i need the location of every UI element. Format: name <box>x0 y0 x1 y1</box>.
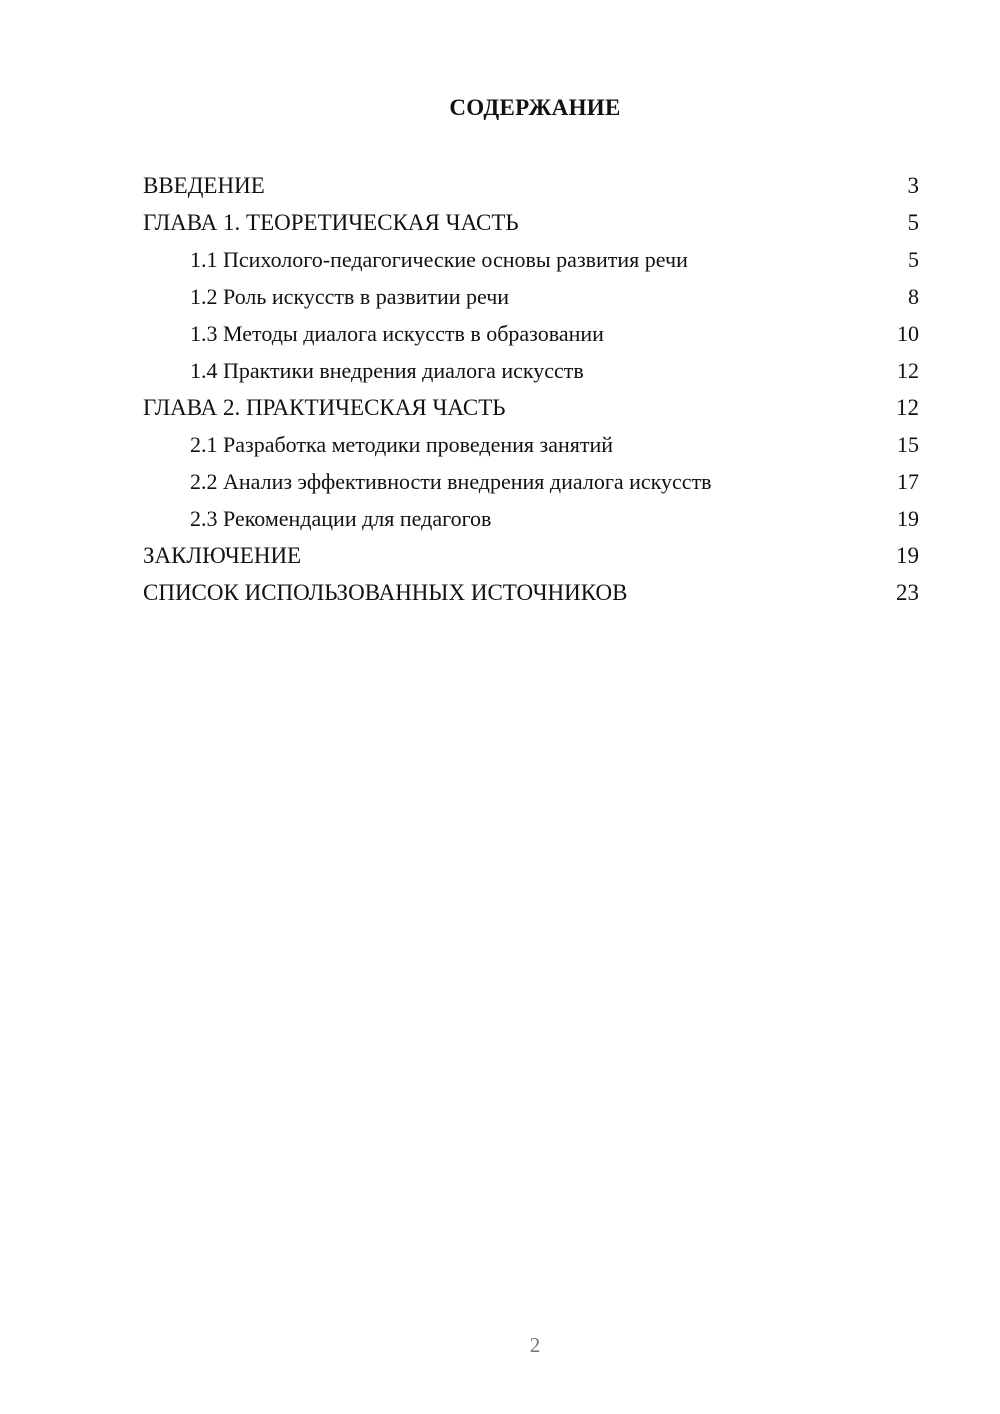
toc-entry-text: 1.3 Методы диалога искусств в образовании <box>190 321 604 346</box>
toc-entry-references[interactable] <box>143 574 919 611</box>
toc-entry-page: 19 <box>896 543 919 568</box>
toc-entry-section-1-3[interactable] <box>143 315 919 352</box>
toc-entry-text: 1.4 Практики внедрения диалога искусств <box>190 358 584 383</box>
toc-entry-text: ВВЕДЕНИЕ <box>143 173 265 198</box>
toc-entry-section-1-2[interactable] <box>143 278 919 315</box>
toc-entry-section-2-2[interactable] <box>143 463 919 500</box>
toc-entry-page: 8 <box>908 284 919 309</box>
toc-entry-page: 15 <box>897 432 919 457</box>
toc-entry-section-1-1[interactable] <box>143 241 919 278</box>
toc-entry-page: 12 <box>896 395 919 420</box>
toc-entry-conclusion[interactable] <box>143 537 919 574</box>
toc-entry-text: ГЛАВА 1. ТЕОРЕТИЧЕСКАЯ ЧАСТЬ <box>143 210 519 235</box>
toc-entry-page: 17 <box>897 469 919 494</box>
toc-entry-text: ГЛАВА 2. ПРАКТИЧЕСКАЯ ЧАСТЬ <box>143 395 506 420</box>
toc-entry-page: 5 <box>908 247 919 272</box>
toc-entry-page: 19 <box>897 506 919 531</box>
toc-entry-section-1-4[interactable] <box>143 352 919 389</box>
toc-entry-text: ЗАКЛЮЧЕНИЕ <box>143 543 302 568</box>
toc-entry-page: 10 <box>897 321 919 346</box>
table-of-contents <box>143 167 919 611</box>
toc-entry-page: 23 <box>896 580 919 605</box>
page-number: 2 <box>529 1333 541 1357</box>
toc-entry-text: 2.1 Разработка методики проведения занятий <box>190 432 614 457</box>
toc-entry-section-2-3[interactable] <box>143 500 919 537</box>
toc-entry-text: 1.2 Роль искусств в развитии речи <box>190 284 510 309</box>
toc-entry-chapter-2[interactable] <box>143 389 919 426</box>
toc-entry-introduction[interactable] <box>143 167 919 204</box>
page-title: СОДЕРЖАНИЕ <box>449 95 621 120</box>
toc-entry-text: 2.2 Анализ эффективности внедрения диалога искусств <box>190 469 712 494</box>
toc-entry-chapter-1[interactable] <box>143 204 919 241</box>
toc-entry-text: 2.3 Рекомендации для педагогов <box>190 506 492 531</box>
toc-entry-text: СПИСОК ИСПОЛЬЗОВАННЫХ ИСТОЧНИКОВ <box>143 580 628 605</box>
toc-entry-page: 12 <box>897 358 919 383</box>
toc-entry-page: 5 <box>907 210 919 235</box>
toc-entry-section-2-1[interactable] <box>143 426 919 463</box>
toc-entry-page: 3 <box>907 173 919 198</box>
toc-entry-text: 1.1 Психолого-педагогические основы развития речи <box>190 247 688 272</box>
